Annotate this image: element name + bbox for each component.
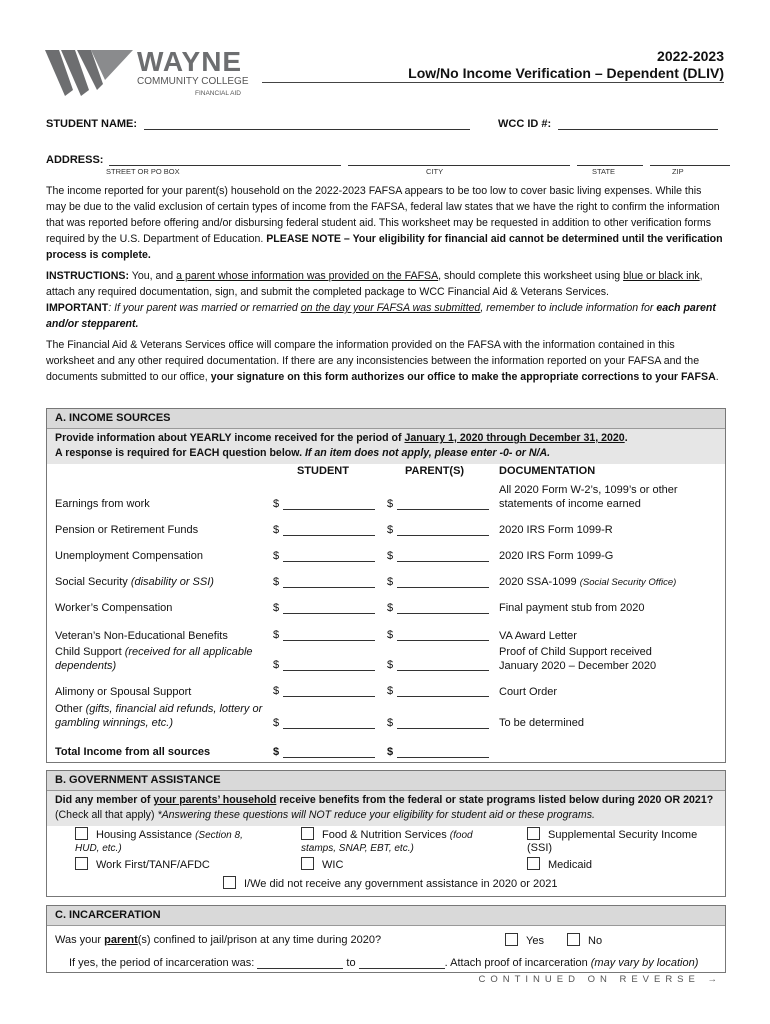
section-income-sources xyxy=(46,408,726,763)
address-row xyxy=(46,152,730,166)
income-row-unemployment-label: Unemployment Compensation xyxy=(55,550,203,562)
wayne-logo-icon xyxy=(45,50,135,96)
wcc-id-row xyxy=(498,116,718,130)
dollar-sign: $ xyxy=(273,746,280,758)
amount-field[interactable] xyxy=(283,575,375,588)
dollar-sign: $ xyxy=(273,550,280,562)
amount-field[interactable] xyxy=(397,684,489,697)
dollar-sign: $ xyxy=(273,602,280,614)
no-label: No xyxy=(588,935,603,947)
amount-field[interactable] xyxy=(283,716,375,729)
dollar-sign: $ xyxy=(273,685,280,697)
q-text-2: parent xyxy=(104,934,138,946)
income-row-child-support-parent[interactable] xyxy=(387,658,489,671)
comparison-paragraph xyxy=(46,337,724,385)
income-row-child-support-student[interactable] xyxy=(273,658,375,671)
section-a-note-3: If an item does not apply, please enter -0- or N/A. xyxy=(304,447,551,459)
instructions-text-3: , should complete this worksheet using xyxy=(438,270,624,282)
income-row-workers-comp-student[interactable] xyxy=(273,601,375,614)
period-start-field[interactable] xyxy=(257,955,343,969)
option-label: Housing Assistance xyxy=(96,829,196,841)
important-text-3: , remember to include information for xyxy=(480,302,657,314)
dollar-sign: $ xyxy=(273,629,280,641)
income-row-social-security-student[interactable] xyxy=(273,575,375,588)
checkbox[interactable] xyxy=(505,933,518,946)
checkbox[interactable] xyxy=(527,857,540,870)
doc-note: (Social Security Office) xyxy=(579,577,677,588)
amount-field[interactable] xyxy=(397,575,489,588)
income-row-earnings-parent[interactable] xyxy=(387,497,489,510)
doc-text: 2020 SSA-1099 xyxy=(499,576,580,588)
logo-department: FINANCIAL AID xyxy=(195,90,241,97)
checkbox[interactable] xyxy=(75,857,88,870)
amount-field[interactable] xyxy=(283,745,375,758)
yes-label: Yes xyxy=(526,935,544,947)
amount-field[interactable] xyxy=(397,716,489,729)
continued-notice: CONTINUED ON REVERSE → xyxy=(478,974,722,985)
intro-text: The income reported for your parent(s) household on the 2022-2023 FAFSA appears to be too low to cover basic living expenses. While this may be due to the valid exclusion of certain types of income from the FAFSA, federal law states that we have the right to confirm the information that was reported before offering and/or disbursing federal student aid. This worksheet may be requested in addition to other verification forms required by the U.S. Department of Education. xyxy=(46,185,720,245)
total-income-student[interactable] xyxy=(273,745,375,758)
dollar-sign: $ xyxy=(387,746,394,758)
income-row-other xyxy=(55,702,265,730)
section-government-assistance xyxy=(46,770,726,897)
section-a-note-end: . xyxy=(624,432,628,444)
option-label: I/We did not receive any government assistance in 2020 or 2021 xyxy=(244,878,558,890)
period-to: to xyxy=(343,957,359,969)
option-medicaid[interactable] xyxy=(527,857,592,871)
section-incarceration xyxy=(46,905,726,973)
option-no-assistance[interactable] xyxy=(223,876,557,890)
amount-field[interactable] xyxy=(397,658,489,671)
q-text-1: Was your xyxy=(55,934,105,946)
period-text: If yes, the period of incarceration was: xyxy=(69,957,258,969)
income-row-unemployment-student[interactable] xyxy=(273,549,375,562)
incarceration-question xyxy=(55,934,381,946)
attach-text: . Attach proof of incarceration xyxy=(444,957,591,969)
wcc-id-field[interactable] xyxy=(558,116,718,130)
zip-field[interactable] xyxy=(650,152,730,166)
section-b-q-1: Did any member of xyxy=(55,794,154,806)
important-text-4: each parent and/or stepparent. xyxy=(46,302,716,330)
attach-note: (may vary by location) xyxy=(590,957,699,969)
income-row-earnings-student[interactable] xyxy=(273,497,375,510)
dollar-sign: $ xyxy=(387,602,394,614)
income-row-pension-parent[interactable] xyxy=(387,523,489,536)
option-wic[interactable] xyxy=(301,857,343,871)
logo-name: WAYNE xyxy=(137,46,243,77)
col-header-documentation: DOCUMENTATION xyxy=(499,465,596,477)
amount-field[interactable] xyxy=(397,549,489,562)
section-b-q-4: (Check all that apply) xyxy=(55,809,158,821)
section-a-title: A. INCOME SOURCES xyxy=(47,409,725,429)
income-row-social-security-parent[interactable] xyxy=(387,575,489,588)
income-row-earnings-label: Earnings from work xyxy=(55,498,150,510)
section-b-q-5: *Answering these questions will NOT reduce your eligibility for student aid or these programs. xyxy=(157,809,595,821)
state-caption: STATE xyxy=(592,167,616,176)
dollar-sign: $ xyxy=(273,576,280,588)
income-row-pension-doc: 2020 IRS Form 1099-R xyxy=(499,524,613,536)
income-row-alimony-label: Alimony or Spousal Support xyxy=(55,686,192,698)
street-field[interactable] xyxy=(109,152,341,166)
amount-field[interactable] xyxy=(283,601,375,614)
section-b-question xyxy=(47,791,725,826)
instructions-text-4: blue or black ink xyxy=(623,270,700,282)
incarceration-no[interactable] xyxy=(567,933,602,947)
income-row-pension-label: Pension or Retirement Funds xyxy=(55,524,199,536)
section-b-q-2: your parents’ household xyxy=(153,794,277,806)
option-ssi[interactable] xyxy=(527,827,717,855)
income-row-unemployment-doc: 2020 IRS Form 1099-G xyxy=(499,550,614,562)
dollar-sign: $ xyxy=(387,685,394,697)
income-row-child-support-doc: Proof of Child Support received January 2020 – December 2020 xyxy=(499,646,657,672)
amount-field[interactable] xyxy=(397,497,489,510)
section-c-title: C. INCARCERATION xyxy=(47,906,725,926)
row-label: Social Security xyxy=(55,576,131,588)
income-row-veterans-doc: VA Award Letter xyxy=(499,630,577,642)
important-label: IMPORTANT xyxy=(46,302,109,314)
checkbox[interactable] xyxy=(301,827,314,840)
option-label: Supplemental Security Income (SSI) xyxy=(527,829,698,854)
amount-field[interactable] xyxy=(283,684,375,697)
intro-note: PLEASE NOTE – Your eligibility for financial aid cannot be determined until the verification process is complete. xyxy=(46,233,723,261)
col-header-student: STUDENT xyxy=(297,465,349,477)
option-label: Food & Nutrition Services xyxy=(322,829,450,841)
option-label: Medicaid xyxy=(548,859,593,871)
checkbox[interactable] xyxy=(223,876,236,889)
amount-field[interactable] xyxy=(283,523,375,536)
checkbox[interactable] xyxy=(75,827,88,840)
section-a-period: January 1, 2020 through December 31, 2020 xyxy=(404,432,625,444)
instructions-text-2: a parent whose information was provided on the FAFSA xyxy=(176,270,439,282)
instructions-text-1: You, and xyxy=(128,270,177,282)
zip-caption: ZIP xyxy=(672,167,684,176)
income-row-alimony-student[interactable] xyxy=(273,684,375,697)
income-row-workers-comp-parent[interactable] xyxy=(387,601,489,614)
option-housing[interactable] xyxy=(75,827,255,855)
amount-field[interactable] xyxy=(283,658,375,671)
college-logo xyxy=(45,48,260,98)
section-b-q-3: receive benefits from the federal or state programs listed below during 2020 OR 2021? xyxy=(276,794,714,806)
income-row-other-parent[interactable] xyxy=(387,716,489,729)
important-text-2: on the day your FAFSA was submitted xyxy=(300,302,481,314)
amount-field[interactable] xyxy=(397,745,489,758)
header-rule xyxy=(262,82,724,83)
important-text-1: : If your parent was married or remarried xyxy=(108,302,301,314)
income-row-veterans-parent[interactable] xyxy=(387,628,489,641)
form-header xyxy=(408,48,724,82)
option-note: (Section 8, HUD, etc.) xyxy=(75,830,243,854)
authorization-text: your signature on this form authorizes our office to make the appropriate corrections to your FAFSA xyxy=(210,371,716,383)
instructions-label: INSTRUCTIONS: xyxy=(46,270,129,282)
total-income-parent[interactable] xyxy=(387,745,489,758)
row-label-note: (received for all applicable dependents) xyxy=(55,646,253,672)
income-row-other-student[interactable] xyxy=(273,716,375,729)
income-row-child-support xyxy=(55,645,260,673)
city-caption: CITY xyxy=(426,167,444,176)
dollar-sign: $ xyxy=(387,524,394,536)
comparison-text: The Financial Aid & Veterans Services office will compare the information provided on the FAFSA with the information contained in this worksheet and any other required documentation. If there are any inconsistencies between the information reported on your FAFSA and the documents submitted to our office, xyxy=(46,339,700,383)
row-label-note: (disability or SSI) xyxy=(130,576,214,588)
student-name-field[interactable] xyxy=(144,116,470,130)
address-label: ADDRESS: xyxy=(46,154,104,166)
instructions-paragraph xyxy=(46,268,724,332)
option-label: Work First/TANF/AFDC xyxy=(96,859,210,871)
q-text-3: (s) confined to jail/prison at any time during 2020? xyxy=(137,934,382,946)
income-row-workers-comp-doc: Final payment stub from 2020 xyxy=(499,602,645,614)
form-title: Low/No Income Verification – Dependent (DLIV) xyxy=(408,65,724,81)
income-row-unemployment-parent[interactable] xyxy=(387,549,489,562)
student-name-row xyxy=(46,116,470,130)
income-row-earnings-doc: All 2020 Form W-2’s, 1099’s or other statements of income earned xyxy=(499,484,678,510)
dollar-sign: $ xyxy=(273,524,280,536)
row-label: Other xyxy=(55,703,86,715)
amount-field[interactable] xyxy=(397,628,489,641)
amount-field[interactable] xyxy=(283,497,375,510)
income-row-other-doc: To be determined xyxy=(499,717,584,729)
income-row-social-security-doc xyxy=(499,576,676,588)
income-row-veterans-student[interactable] xyxy=(273,628,375,641)
amount-field[interactable] xyxy=(283,628,375,641)
income-row-workers-comp-label: Worker’s Compensation xyxy=(55,602,173,614)
dollar-sign: $ xyxy=(387,629,394,641)
section-a-instructions xyxy=(47,429,725,464)
option-note: (food stamps, SNAP, EBT, etc.) xyxy=(301,830,473,854)
instructions-text-5: , attach any required documentation, sign, and submit the completed package to WCC Financial Aid & Veterans Services. xyxy=(46,270,703,298)
checkbox[interactable] xyxy=(527,827,540,840)
dollar-sign: $ xyxy=(387,717,394,729)
amount-field[interactable] xyxy=(283,549,375,562)
option-label: WIC xyxy=(322,859,344,871)
dollar-sign: $ xyxy=(273,717,280,729)
wcc-id-label: WCC ID #: xyxy=(498,118,552,130)
col-header-parents: PARENT(S) xyxy=(405,465,465,477)
row-label: Child Support xyxy=(55,646,125,658)
dollar-sign: $ xyxy=(387,576,394,588)
dollar-sign: $ xyxy=(273,498,280,510)
street-caption: STREET OR PO BOX xyxy=(106,167,180,176)
section-a-note-2: A response is required for EACH question below. xyxy=(55,447,305,459)
total-income-label: Total Income from all sources xyxy=(55,746,211,758)
dollar-sign: $ xyxy=(387,659,394,671)
state-field[interactable] xyxy=(577,152,643,166)
section-b-title: B. GOVERNMENT ASSISTANCE xyxy=(47,771,725,791)
section-a-note-1: Provide information about YEARLY income received for the period of xyxy=(55,432,405,444)
award-year: 2022-2023 xyxy=(657,48,724,64)
period-end-field[interactable] xyxy=(359,955,445,969)
intro-paragraph xyxy=(46,183,724,263)
income-row-veterans-label: Veteran’s Non-Educational Benefits xyxy=(55,630,228,642)
dollar-sign: $ xyxy=(273,659,280,671)
row-label-note: (gifts, financial aid refunds, lottery or gambling winnings, etc.) xyxy=(55,703,263,729)
dollar-sign: $ xyxy=(387,498,394,510)
option-food-nutrition[interactable] xyxy=(301,827,491,855)
dollar-sign: $ xyxy=(387,550,394,562)
option-work-first[interactable] xyxy=(75,857,210,871)
amount-field[interactable] xyxy=(397,523,489,536)
income-row-alimony-parent[interactable] xyxy=(387,684,489,697)
checkbox[interactable] xyxy=(301,857,314,870)
comparison-end: . xyxy=(715,371,719,383)
logo-subtitle: COMMUNITY COLLEGE xyxy=(137,76,249,87)
incarceration-yes[interactable] xyxy=(505,933,544,947)
income-row-alimony-doc: Court Order xyxy=(499,686,558,698)
income-row-pension-student[interactable] xyxy=(273,523,375,536)
amount-field[interactable] xyxy=(397,601,489,614)
checkbox[interactable] xyxy=(567,933,580,946)
income-row-social-security xyxy=(55,576,214,588)
incarceration-period xyxy=(69,955,698,969)
city-field[interactable] xyxy=(348,152,570,166)
student-name-label: STUDENT NAME: xyxy=(46,118,138,130)
